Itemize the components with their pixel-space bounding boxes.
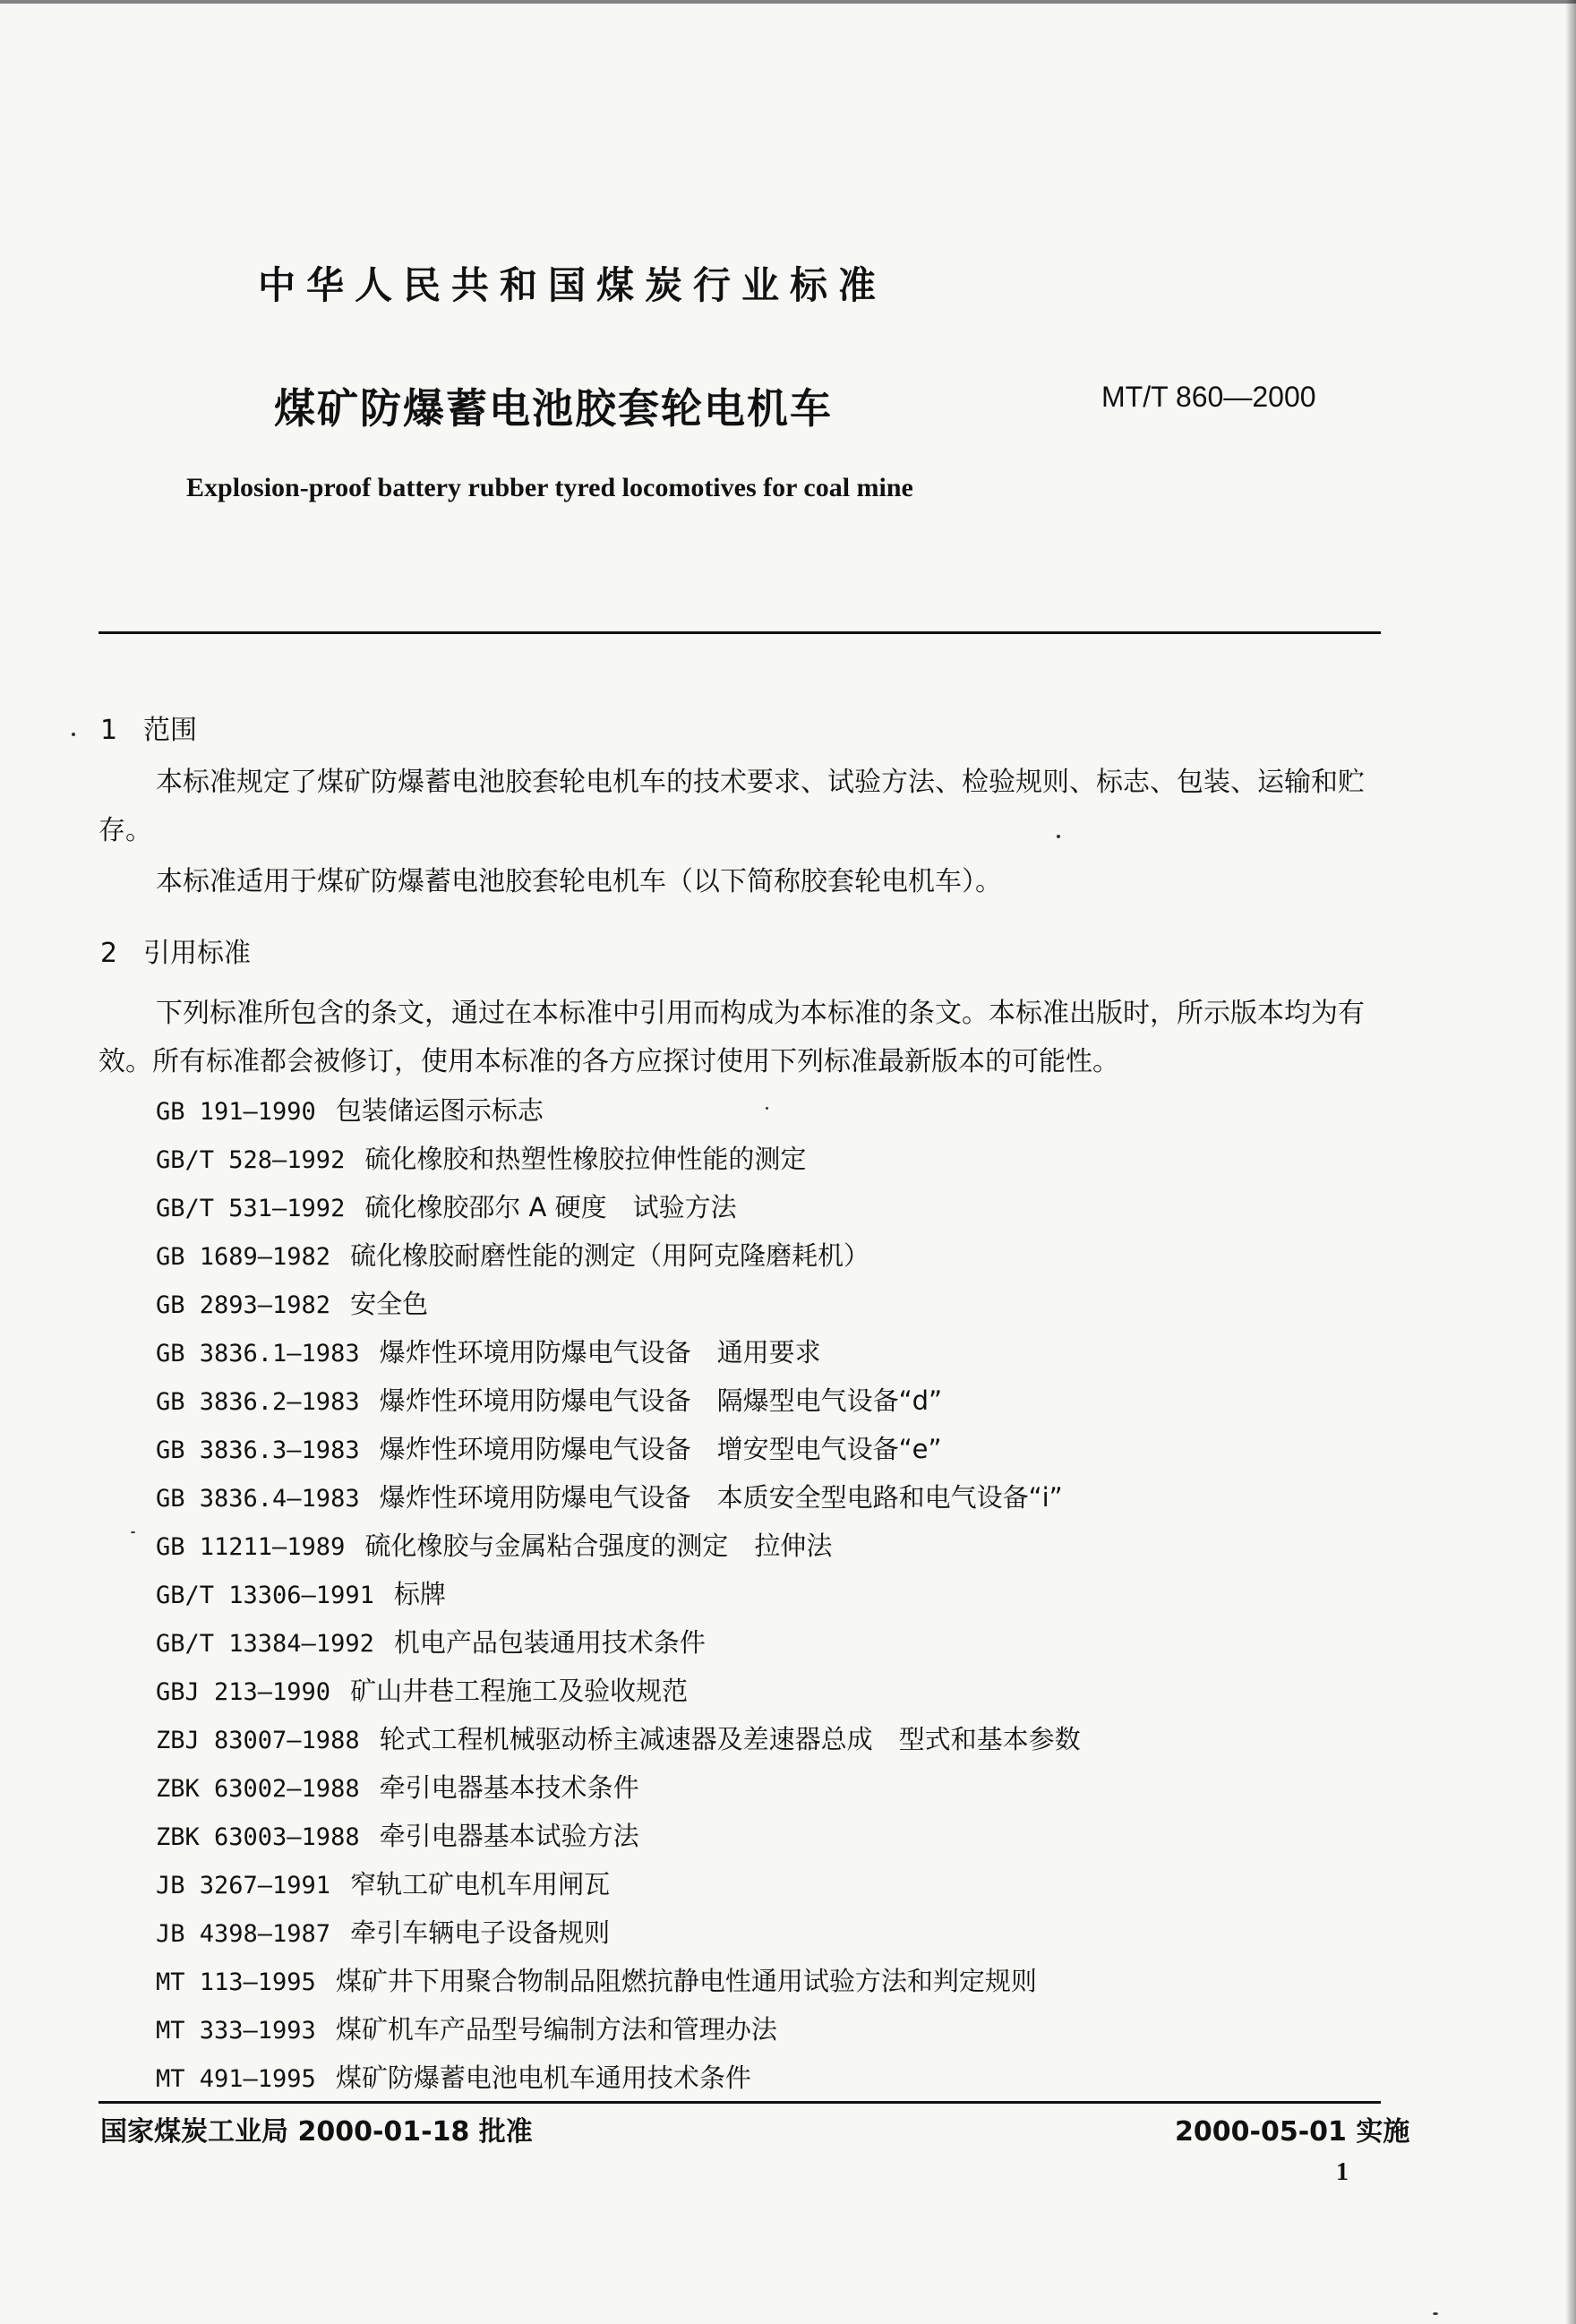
reference-code: GB 3836.3—1983 (156, 1436, 360, 1464)
section-title: 范围 (143, 715, 197, 746)
reference-name: 包装储运图示标志 (335, 1095, 544, 1126)
reference-name: 煤矿机车产品型号编制方法和管理办法 (335, 2014, 777, 2045)
reference-name: 窄轨工矿电机车用闸瓦 (350, 1869, 611, 1900)
reference-code: MT 491—1995 (156, 2065, 316, 2093)
reference-code: GB/T 13384—1992 (156, 1630, 374, 1658)
reference-item (156, 1908, 1081, 1957)
approval-date: 国家煤炭工业局 2000-01-18 批准 (100, 2116, 533, 2148)
reference-item (156, 1667, 1081, 1715)
reference-item (156, 1860, 1081, 1908)
reference-item (156, 1522, 1081, 1570)
reference-name: 爆炸性环境用防爆电气设备 通用要求 (379, 1337, 821, 1368)
reference-name: 硫化橡胶邵尔 A 硬度 试验方法 (364, 1192, 737, 1222)
reference-item (156, 1086, 1081, 1135)
scope-paragraph-2: 本标准适用于煤矿防爆蓄电池胶套轮电机车（以下简称胶套轮电机车）。 (156, 866, 1002, 897)
reference-item (156, 1183, 1081, 1231)
section-number: 2 (100, 938, 118, 969)
reference-name: 牵引电器基本试验方法 (379, 1821, 639, 1851)
section-scope-heading (100, 707, 197, 747)
issuer-title: 中华人民共和国煤炭行业标准 (258, 263, 887, 307)
reference-code: GBJ 213—1990 (156, 1678, 331, 1706)
reference-code: GB 1689—1982 (156, 1243, 331, 1271)
scan-speck (1057, 835, 1060, 838)
reference-name: 牵引电器基本技术条件 (379, 1772, 639, 1803)
reference-code: ZBK 63002—1988 (156, 1775, 360, 1803)
reference-name: 标牌 (393, 1579, 446, 1609)
reference-code: GB/T 13306—1991 (156, 1582, 374, 1609)
reference-item (156, 2005, 1081, 2054)
reference-item (156, 1570, 1081, 1618)
effective-date: 2000-05-01 实施 (1175, 2116, 1410, 2148)
reference-item (156, 1957, 1081, 2005)
reference-item (156, 1763, 1081, 1812)
reference-name: 安全色 (350, 1289, 429, 1319)
reference-code: GB 191—1990 (156, 1098, 316, 1126)
scan-edge-right (1565, 0, 1576, 2324)
reference-name: 煤矿防爆蓄电池电机车通用技术条件 (335, 2062, 751, 2093)
reference-code: GB 3836.2—1983 (156, 1388, 360, 1416)
reference-item (156, 1328, 1081, 1376)
header-divider (98, 631, 1381, 634)
reference-name: 硫化橡胶耐磨性能的测定（用阿克隆磨耗机） (350, 1240, 870, 1271)
reference-name: 爆炸性环境用防爆电气设备 本质安全型电路和电气设备“i” (379, 1482, 1063, 1513)
footer-divider (98, 2101, 1381, 2104)
reference-code: ZBJ 83007—1988 (156, 1727, 360, 1754)
reference-code: MT 333—1993 (156, 2017, 316, 2045)
reference-name: 牵引车辆电子设备规则 (350, 1917, 611, 1948)
section-title: 引用标准 (143, 938, 251, 969)
scan-speck (72, 733, 75, 736)
document-title: 煤矿防爆蓄电池胶套轮电机车 (274, 384, 833, 433)
reference-name: 硫化橡胶和热塑性橡胶拉伸性能的测定 (364, 1144, 807, 1174)
references-intro: 下列标准所包含的条文，通过在本标准中引用而构成为本标准的条文。本标准出版时，所示版本均为有效。所有标准都会被修订，使用本标准的各方应探讨使用下列标准最新版本的可能性。 (98, 998, 1365, 1077)
reference-list (156, 1086, 1081, 2102)
scan-speck (131, 1531, 135, 1533)
reference-item (156, 1812, 1081, 1860)
reference-item (156, 1618, 1081, 1667)
standard-number: MT/T 860—2000 (1101, 381, 1316, 413)
reference-item (156, 1231, 1081, 1280)
reference-code: GB 2893—1982 (156, 1291, 331, 1319)
reference-code: GB 3836.4—1983 (156, 1485, 360, 1513)
section-number: 1 (100, 715, 118, 746)
reference-code: JB 4398—1987 (156, 1920, 331, 1948)
reference-code: JB 3267—1991 (156, 1872, 331, 1900)
reference-item (156, 1425, 1081, 1473)
scan-speck (766, 1107, 768, 1110)
reference-item (156, 1135, 1081, 1183)
reference-item (156, 1473, 1081, 1522)
reference-item (156, 1376, 1081, 1425)
scan-edge-top (0, 0, 1576, 4)
reference-name: 爆炸性环境用防爆电气设备 隔爆型电气设备“d” (379, 1385, 943, 1416)
reference-name: 矿山井巷工程施工及验收规范 (350, 1676, 689, 1706)
reference-code: GB/T 531—1992 (156, 1195, 346, 1222)
reference-item (156, 1280, 1081, 1328)
page-number: 1 (1336, 2158, 1349, 2186)
reference-name: 机电产品包装通用技术条件 (393, 1627, 706, 1658)
reference-item (156, 1715, 1081, 1763)
reference-name: 煤矿井下用聚合物制品阻燃抗静电性通用试验方法和判定规则 (335, 1966, 1037, 1996)
reference-code: ZBK 63003—1988 (156, 1823, 360, 1851)
scan-speck (1433, 2312, 1438, 2315)
reference-name: 爆炸性环境用防爆电气设备 增安型电气设备“e” (379, 1434, 942, 1464)
section-references-heading (100, 930, 251, 970)
reference-code: GB/T 528—1992 (156, 1146, 346, 1174)
reference-code: GB 11211—1989 (156, 1533, 346, 1561)
reference-name: 硫化橡胶与金属粘合强度的测定 拉伸法 (364, 1531, 833, 1561)
reference-name: 轮式工程机械驱动桥主减速器及差速器总成 型式和基本参数 (379, 1724, 1081, 1754)
reference-item (156, 2054, 1081, 2102)
reference-code: GB 3836.1—1983 (156, 1340, 360, 1368)
reference-code: MT 113—1995 (156, 1968, 316, 1996)
english-title: Explosion-proof battery rubber tyred locomotives for coal mine (186, 473, 913, 502)
scope-paragraph-1: 本标准规定了煤矿防爆蓄电池胶套轮电机车的技术要求、试验方法、检验规则、标志、包装、运输和贮存。 (98, 767, 1365, 846)
